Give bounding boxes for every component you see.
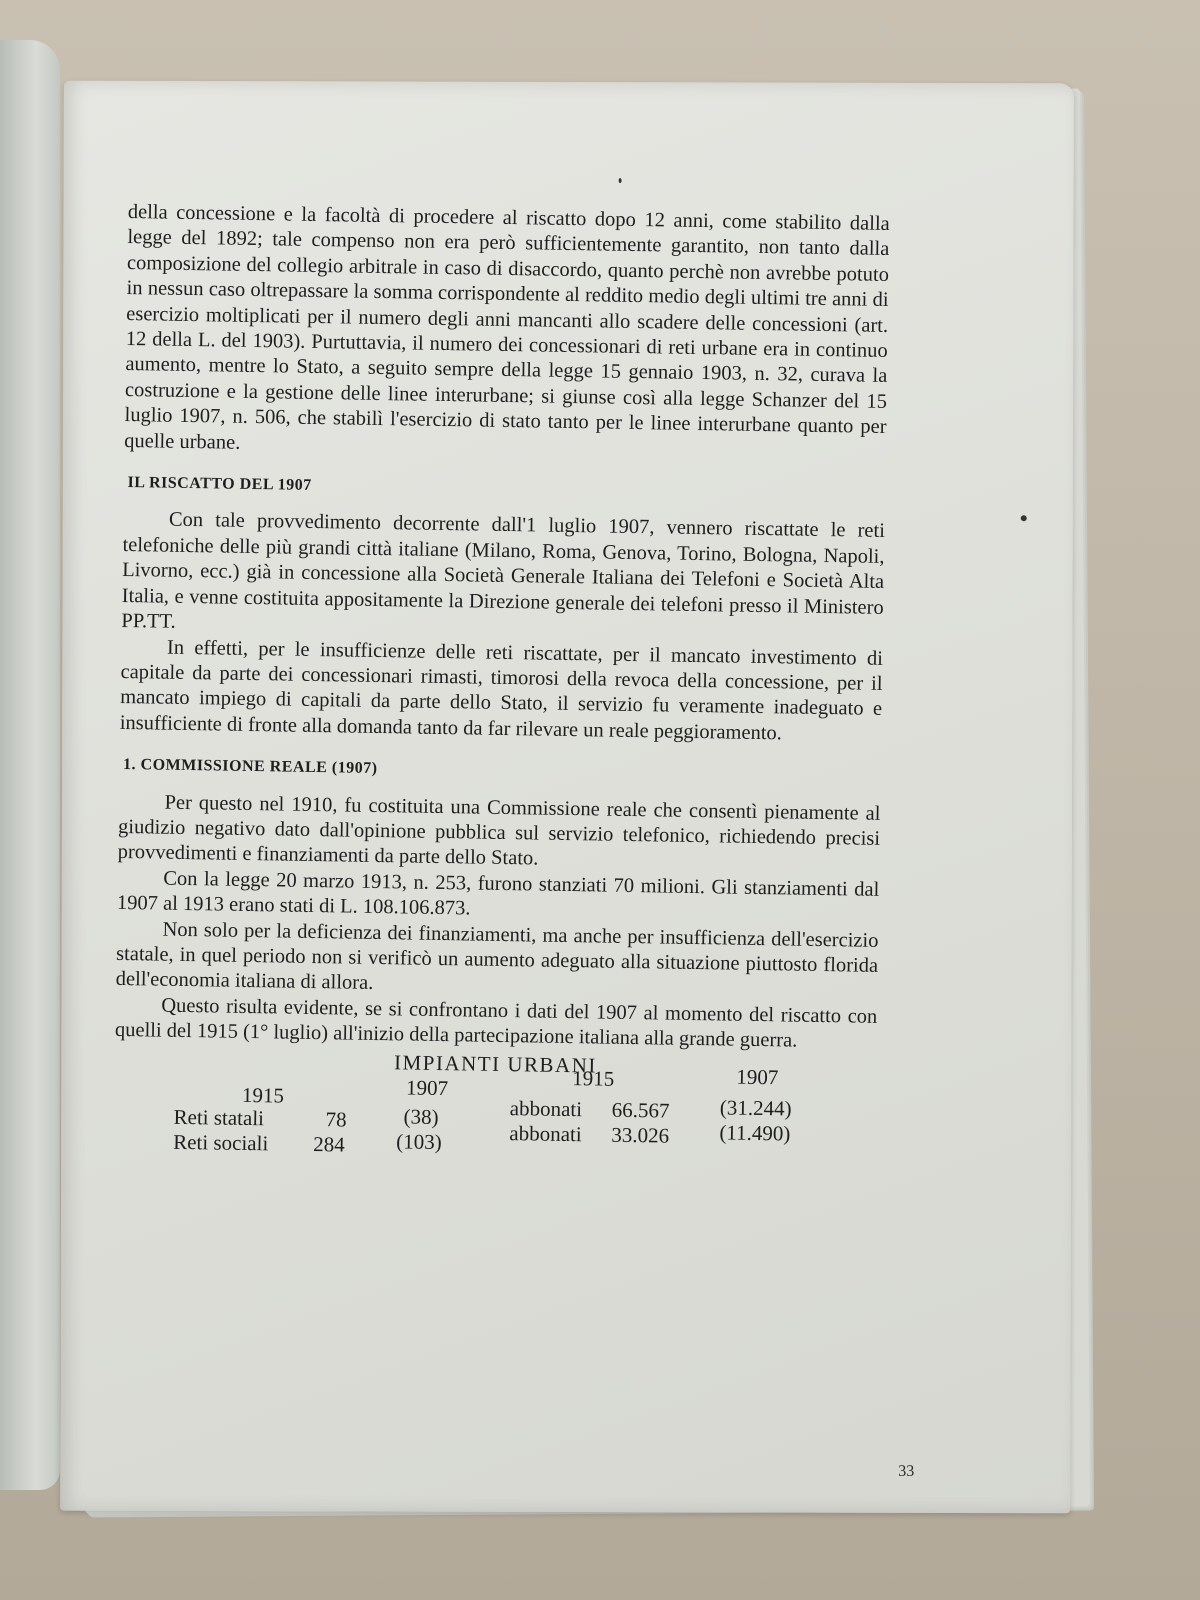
abbonati-1915: 33.026 (611, 1122, 670, 1148)
table-title: IMPIANTI URBANI (393, 1049, 598, 1078)
impianti-table (113, 1045, 877, 1165)
row-label: Reti sociali (173, 1129, 269, 1156)
section-heading-commissione: 1. COMMISSIONE REALE (1907) (122, 756, 378, 778)
paragraph-deficienza: Non solo per la deficienza dei finanziamenti, ma anche per insufficienza dell'esercizio statale, in quel periodo non si verificò un aumento adeguato alla situazione piuttosto florida dell'economia italiana di allora. (115, 918, 879, 995)
paragraph-effetti: In effetti, per le insufficienze delle reti riscattate, per il mancato investimento di capitale da parte dei concessionari rimasti, timorosi della revoca della concessione, per il mancato impiego di capitali da parte dello Stato, il servizio fu veramente inadeguato e insufficiente di fronte alla domanda tanto da far rilevare un reale peggioramento. (119, 636, 884, 745)
header-year-1915-reti: 1915 (241, 1082, 285, 1108)
abbonati-label: abbonati (509, 1096, 583, 1122)
header-year-1907-abbonati: 1907 (736, 1064, 779, 1090)
header-year-1915-abbonati: 1915 (572, 1066, 615, 1091)
header-year-1907-reti: 1907 (405, 1075, 449, 1101)
row-label: Reti statali (173, 1104, 265, 1131)
abbonati-1907: (31.244) (719, 1095, 792, 1121)
paragraph-confronto: Questo risulta evidente, se si confrontano i dati del 1907 al momento del riscatto con quelli del 1915 (1° luglio) all'inizio della partecipazione italiana alla grande guerra. (114, 994, 878, 1052)
value-1907: (38) (403, 1104, 439, 1129)
value-1915: 78 (325, 1107, 347, 1132)
abbonati-1915: 66.567 (611, 1097, 670, 1123)
ink-spot (619, 178, 622, 183)
page-number: 33 (898, 1462, 915, 1480)
paragraph-provvedimento: Con tale provvedimento decorrente dall'1 luglio 1907, vennero riscattate le reti telefoniche delle più grandi città italiane (Milano, Roma, Genova, Torino, Bologna, Napoli, Livorno, ecc.) già in concessione alla Società Generale Italiana dei Telefoni e Società Alta Italia, e venne costituita appositamente la Direzione generale dei telefoni presso il Ministero PP.TT. (121, 509, 886, 633)
page-content (113, 200, 890, 1166)
value-1907: (103) (396, 1129, 442, 1155)
paragraph-commissione: Per questo nel 1910, fu costituita una Commissione reale che consentì pienamente al giudizio negativo dato dall'opinione pubblica sul servizio telefonico, richiedendo precisi provvedimenti e finanziamenti da parte dello Stato. (117, 791, 881, 870)
paragraph-intro: della concessione e la facoltà di procedere al riscatto dopo 12 anni, come stabilito dalla legge del 1892; tale compenso non era però sufficientemente garantito, non tanto dalla composizione del collegio arbitrale in caso di disaccordo, quanto perchè non avrebbe potuto in nessun caso oltrepassare la somma corrispondente al reddito medio degli ultimi tre anni di esercizio moltiplicati per il numero degli anni mancanti allo scadere delle concessioni (art. 12 della L. del 1903). Purtuttavia, il numero dei concessionari di reti urbane era in continuo aumento, mentre lo Stato, a seguito sempre della legge 15 gennaio 1903, n. 32, curava la costruzione e la gestione delle linee interurbane; si giunse così alla legge Schanzer del 15 luglio 1907, n. 506, che stabilì l'esercizio di stato tanto per le linee interurbane quanto per quelle urbane. (124, 200, 890, 454)
ink-spot (1021, 515, 1027, 521)
abbonati-label: abbonati (509, 1121, 582, 1147)
abbonati-1907: (11.490) (719, 1120, 791, 1146)
paragraph-legge-1913: Con la legge 20 marzo 1913, n. 253, furono stanziati 70 milioni. Gli stanziamenti dal 1907 al 1913 erano stati di L. 108.106.873. (116, 867, 880, 920)
value-1915: 284 (313, 1132, 345, 1157)
section-heading-riscatto: IL RISCATTO DEL 1907 (127, 474, 312, 494)
facing-page-edge (0, 40, 60, 1490)
